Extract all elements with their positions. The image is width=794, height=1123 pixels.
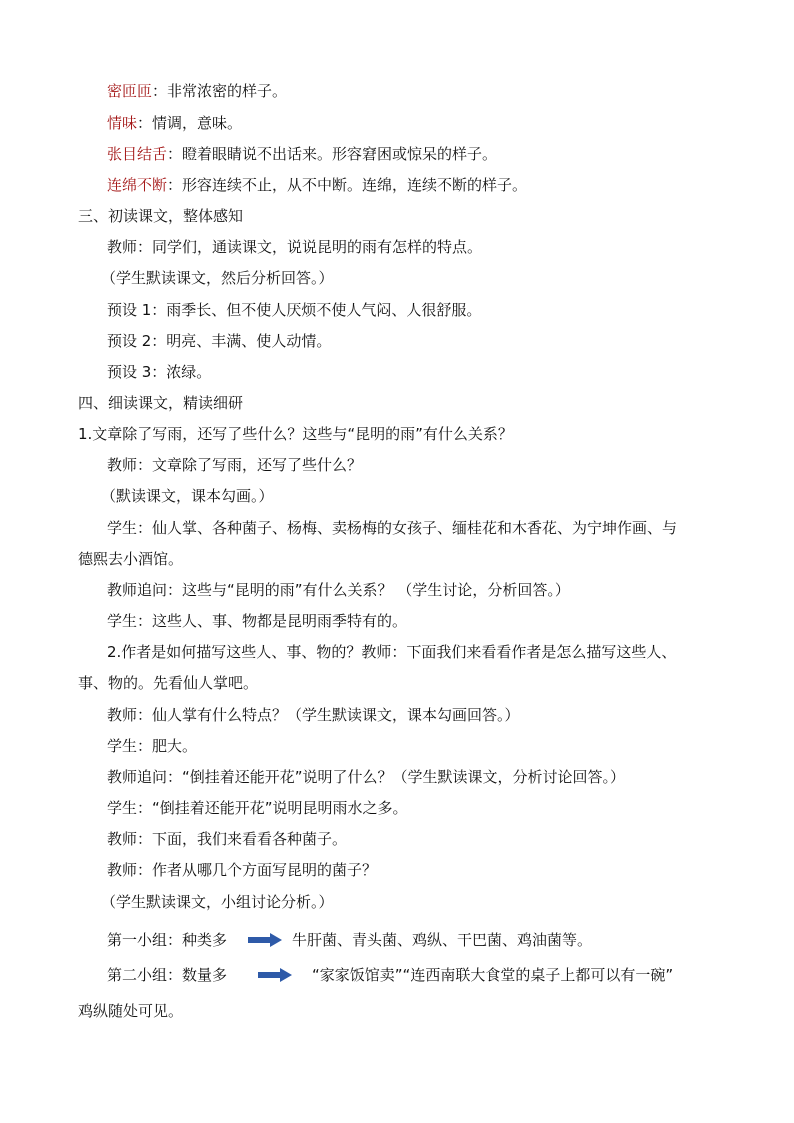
paragraph-line: 鸡纵随处可见。 xyxy=(78,1002,184,1020)
question-line: 1.文章除了写雨，还写了些什么？这些与“昆明的雨”有什么关系？ xyxy=(78,425,513,443)
right-arrow-icon xyxy=(258,968,292,982)
paragraph-line: 教师：同学们，通读课文，说说昆明的雨有怎样的特点。 xyxy=(107,238,483,256)
section-heading: 四、细读课文，精读细研 xyxy=(78,394,244,412)
paragraph-line: 教师追问：这些与“昆明的雨”有什么关系？ （学生讨论，分析回答。） xyxy=(107,581,570,599)
group-answer: 牛肝菌、青头菌、鸡纵、干巴菌、鸡油菌等。 xyxy=(292,931,593,949)
group-answer: “家家饭馆卖”“连西南联大食堂的桌子上都可以有一碗” xyxy=(312,966,674,984)
glossary-term: 情味 xyxy=(107,114,138,132)
question-line: 2.作者是如何描写这些人、事、物的？教师：下面我们来看看作者是怎么描写这些人、 xyxy=(107,643,677,661)
paragraph-line: 教师：作者从哪几个方面写昆明的菌子？ xyxy=(107,861,378,879)
paragraph-line: 教师：仙人掌有什么特点？（学生默读课文，课本勾画回答。） xyxy=(107,706,520,724)
glossary-term: 连绵不断 xyxy=(107,176,168,194)
paragraph-line: 教师：下面，我们来看看各种菌子。 xyxy=(107,830,348,848)
paragraph-line: 学生：肥大。 xyxy=(107,737,198,755)
glossary-definition: ：非常浓密的样子。 xyxy=(152,82,288,100)
paragraph-line: 学生：这些人、事、物都是昆明雨季特有的。 xyxy=(107,612,408,630)
paragraph-line: （学生默读课文，然后分析回答。） xyxy=(101,269,334,287)
paragraph-line: 预设 1：雨季长、但不使人厌烦不使人气闷、人很舒服。 xyxy=(107,301,482,319)
section-heading: 三、初读课文，整体感知 xyxy=(78,207,244,225)
paragraph-line: 教师追问：“倒挂着还能开花”说明了什么？（学生默读课文，分析讨论回答。） xyxy=(107,768,626,786)
glossary-definition: ：形容连续不止，从不中断。连绵，连续不断的样子。 xyxy=(167,176,528,194)
glossary-term: 密匝匝 xyxy=(107,82,153,100)
right-arrow-icon xyxy=(248,933,282,947)
paragraph-line: （学生默读课文，小组讨论分析。） xyxy=(101,893,334,911)
glossary-entry xyxy=(107,175,527,195)
group-label: 第二小组：数量多 xyxy=(107,966,228,984)
glossary-entry xyxy=(107,81,287,101)
paragraph-line: 预设 2：明亮、丰满、使人动情。 xyxy=(107,332,332,350)
glossary-entry xyxy=(107,113,242,133)
glossary-definition: ：情调，意味。 xyxy=(137,114,243,132)
paragraph-line: 事、物的。先看仙人掌吧。 xyxy=(78,674,259,692)
glossary-definition: ：瞪着眼睛说不出话来。形容窘困或惊呆的样子。 xyxy=(167,145,498,163)
glossary-term: 张目结舌 xyxy=(107,145,168,163)
paragraph-line: （默读课文，课本勾画。） xyxy=(101,487,274,505)
paragraph-line: 德熙去小酒馆。 xyxy=(78,550,184,568)
group-label: 第一小组：种类多 xyxy=(107,931,228,949)
paragraph-line: 学生：“倒挂着还能开花”说明昆明雨水之多。 xyxy=(107,799,408,817)
paragraph-line: 学生：仙人掌、各种菌子、杨梅、卖杨梅的女孩子、缅桂花和木香花、为宁坤作画、与 xyxy=(107,519,678,537)
glossary-entry xyxy=(107,144,497,164)
paragraph-line: 教师：文章除了写雨，还写了些什么？ xyxy=(107,456,363,474)
paragraph-line: 预设 3：浓绿。 xyxy=(107,363,212,381)
